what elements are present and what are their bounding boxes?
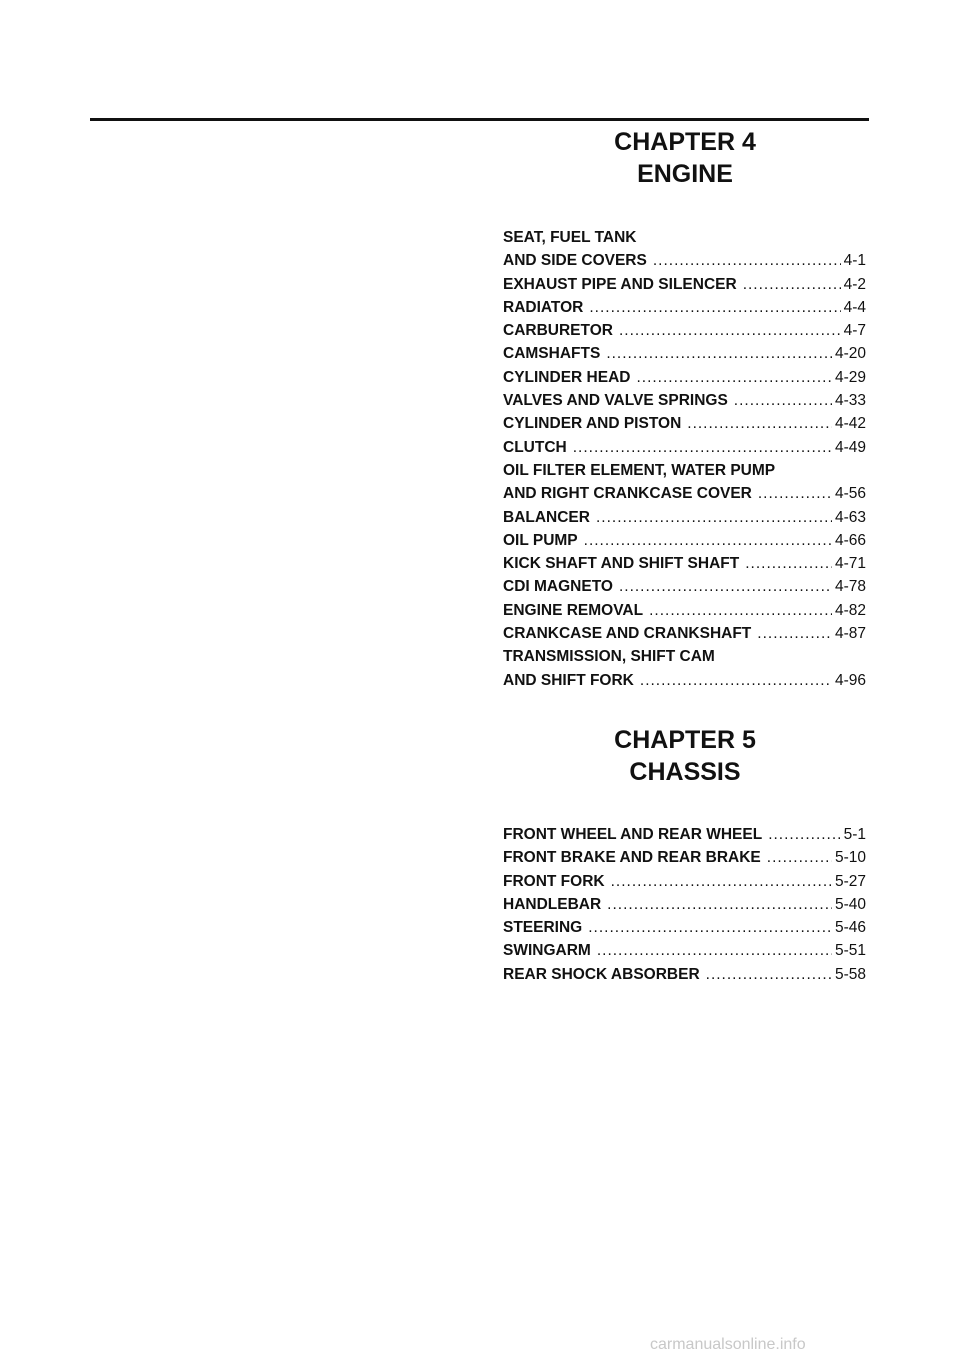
toc-entry-line bbox=[503, 645, 866, 668]
toc-entry-title: SWINGARM bbox=[503, 942, 591, 960]
toc-entry-title: REAR SHOCK ABSORBER bbox=[503, 965, 700, 983]
toc-entry[interactable] bbox=[503, 226, 866, 273]
toc-page-number: 4-42 bbox=[834, 415, 866, 433]
toc-entry[interactable] bbox=[503, 552, 866, 575]
toc-entry-title: FRONT BRAKE AND REAR BRAKE bbox=[503, 849, 761, 867]
toc-page-number: 5-10 bbox=[834, 849, 866, 867]
toc-entry-title: CAMSHAFTS bbox=[503, 345, 601, 363]
toc-entry-title: HANDLEBAR bbox=[503, 895, 602, 913]
toc-entry-title: ENGINE REMOVAL bbox=[503, 601, 644, 619]
toc-entry-line bbox=[503, 963, 866, 986]
toc-entry-line bbox=[503, 319, 866, 342]
toc-entry-title: OIL PUMP bbox=[503, 531, 578, 549]
chapter-number: CHAPTER 4 bbox=[614, 128, 756, 156]
chapter-5-heading bbox=[505, 724, 865, 788]
toc-entry-title: CDI MAGNETO bbox=[503, 578, 613, 596]
toc-entry-title: AND SIDE COVERS bbox=[503, 252, 647, 270]
toc-page-number: 4-66 bbox=[834, 531, 866, 549]
toc-entry-line bbox=[503, 622, 866, 645]
toc-entry[interactable] bbox=[503, 963, 866, 986]
toc-page-number: 4-78 bbox=[834, 578, 866, 596]
toc-entry-line bbox=[503, 939, 866, 962]
toc-page-number: 4-29 bbox=[834, 368, 866, 386]
dot-leader bbox=[573, 436, 832, 459]
dot-leader bbox=[619, 575, 832, 598]
toc-entry-line bbox=[503, 366, 866, 389]
toc-entry-line bbox=[503, 575, 866, 598]
toc-page-number: 4-33 bbox=[834, 392, 866, 410]
toc-entry-line bbox=[503, 893, 866, 916]
dot-leader bbox=[640, 669, 832, 692]
toc-entry[interactable] bbox=[503, 273, 866, 296]
toc-entry[interactable] bbox=[503, 823, 866, 846]
dot-leader bbox=[589, 296, 840, 319]
toc-page-number: 4-96 bbox=[834, 671, 866, 689]
dot-leader bbox=[653, 249, 841, 272]
toc-entry-line bbox=[503, 342, 866, 365]
toc-entry-line bbox=[503, 823, 866, 846]
toc-entry-line bbox=[503, 599, 866, 622]
dot-leader bbox=[687, 412, 832, 435]
dot-leader bbox=[743, 273, 841, 296]
toc-entry-title: BALANCER bbox=[503, 508, 590, 526]
toc-entry[interactable] bbox=[503, 459, 866, 506]
toc-entry-title: AND RIGHT CRANKCASE COVER bbox=[503, 485, 752, 503]
toc-entry[interactable] bbox=[503, 412, 866, 435]
toc-entry[interactable] bbox=[503, 870, 866, 893]
toc-page-number: 4-87 bbox=[834, 625, 866, 643]
dot-leader bbox=[588, 916, 832, 939]
toc-entry[interactable] bbox=[503, 622, 866, 645]
top-rule bbox=[90, 118, 869, 121]
toc-entry-line bbox=[503, 249, 866, 272]
toc-entry-title: OIL FILTER ELEMENT, WATER PUMP bbox=[503, 461, 776, 479]
toc-entry[interactable] bbox=[503, 436, 866, 459]
toc-entry[interactable] bbox=[503, 319, 866, 342]
toc-entry-line bbox=[503, 459, 866, 482]
toc-entry[interactable] bbox=[503, 599, 866, 622]
toc-entry-title: FRONT FORK bbox=[503, 872, 605, 890]
chapter-title: ENGINE bbox=[637, 160, 733, 188]
toc-entry-title: RADIATOR bbox=[503, 298, 584, 316]
toc-page-number: 4-20 bbox=[834, 345, 866, 363]
toc-entry-line bbox=[503, 870, 866, 893]
dot-leader bbox=[757, 622, 832, 645]
dot-leader bbox=[606, 342, 832, 365]
dot-leader bbox=[596, 506, 832, 529]
toc-entry[interactable] bbox=[503, 529, 866, 552]
toc-page-number: 4-1 bbox=[843, 252, 866, 270]
toc-entry-line bbox=[503, 412, 866, 435]
toc-entry[interactable] bbox=[503, 645, 866, 692]
toc-entry[interactable] bbox=[503, 389, 866, 412]
dot-leader bbox=[734, 389, 832, 412]
toc-entry[interactable] bbox=[503, 342, 866, 365]
toc-page-number: 4-56 bbox=[834, 485, 866, 503]
toc-entry-line bbox=[503, 389, 866, 412]
toc-entry-title: CYLINDER HEAD bbox=[503, 368, 631, 386]
toc-entry-title: CRANKCASE AND CRANKSHAFT bbox=[503, 625, 752, 643]
toc-page-number: 4-4 bbox=[843, 298, 866, 316]
toc-entry-line bbox=[503, 226, 866, 249]
toc-entry[interactable] bbox=[503, 916, 866, 939]
chapter-5-contents bbox=[503, 823, 866, 986]
dot-leader bbox=[767, 846, 832, 869]
toc-entry[interactable] bbox=[503, 575, 866, 598]
toc-entry-line bbox=[503, 846, 866, 869]
dot-leader bbox=[597, 939, 832, 962]
toc-entry[interactable] bbox=[503, 846, 866, 869]
toc-entry[interactable] bbox=[503, 893, 866, 916]
dot-leader bbox=[758, 482, 832, 505]
toc-entry-title: TRANSMISSION, SHIFT CAM bbox=[503, 648, 715, 666]
chapter-title: CHASSIS bbox=[629, 758, 741, 786]
toc-page-number: 5-46 bbox=[834, 919, 866, 937]
dot-leader bbox=[619, 319, 841, 342]
dot-leader bbox=[584, 529, 832, 552]
toc-entry-title: KICK SHAFT AND SHIFT SHAFT bbox=[503, 555, 740, 573]
toc-entry-title: SEAT, FUEL TANK bbox=[503, 229, 637, 246]
toc-page-number: 5-27 bbox=[834, 872, 866, 890]
toc-entry-title: EXHAUST PIPE AND SILENCER bbox=[503, 275, 737, 293]
dot-leader bbox=[607, 893, 832, 916]
toc-page-number: 5-51 bbox=[834, 942, 866, 960]
footer-watermark: carmanualsonline.info bbox=[650, 1336, 806, 1353]
toc-entry-title: CYLINDER AND PISTON bbox=[503, 415, 682, 433]
toc-entry-title: VALVES AND VALVE SPRINGS bbox=[503, 392, 728, 410]
dot-leader bbox=[611, 870, 832, 893]
toc-page-number: 5-40 bbox=[834, 895, 866, 913]
chapter-number: CHAPTER 5 bbox=[614, 726, 756, 754]
toc-page-number: 5-58 bbox=[834, 965, 866, 983]
chapter-4-heading bbox=[505, 126, 865, 190]
toc-entry-line bbox=[503, 482, 866, 505]
dot-leader bbox=[706, 963, 832, 986]
toc-page-number: 5-1 bbox=[843, 826, 866, 843]
toc-entry-title: CARBURETOR bbox=[503, 322, 613, 340]
toc-entry[interactable] bbox=[503, 366, 866, 389]
toc-entry[interactable] bbox=[503, 296, 866, 319]
dot-leader bbox=[636, 366, 832, 389]
toc-page-number: 4-7 bbox=[843, 322, 866, 340]
toc-entry-line bbox=[503, 273, 866, 296]
toc-entry-title: CLUTCH bbox=[503, 438, 567, 456]
toc-page-number: 4-82 bbox=[834, 601, 866, 619]
chapter-4-contents bbox=[503, 226, 866, 692]
toc-entry-line bbox=[503, 296, 866, 319]
dot-leader bbox=[745, 552, 832, 575]
toc-entry-line bbox=[503, 552, 866, 575]
toc-entry-line bbox=[503, 916, 866, 939]
toc-page-number: 4-63 bbox=[834, 508, 866, 526]
toc-entry[interactable] bbox=[503, 506, 866, 529]
toc-entry-title: STEERING bbox=[503, 919, 583, 937]
toc-entry-title: AND SHIFT FORK bbox=[503, 671, 634, 689]
dot-leader bbox=[649, 599, 832, 622]
toc-page-number: 4-71 bbox=[834, 555, 866, 573]
toc-entry-title: FRONT WHEEL AND REAR WHEEL bbox=[503, 826, 763, 843]
dot-leader bbox=[768, 823, 840, 846]
toc-page-number: 4-2 bbox=[843, 275, 866, 293]
toc-entry-line bbox=[503, 669, 866, 692]
toc-entry-line bbox=[503, 529, 866, 552]
toc-page-number: 4-49 bbox=[834, 438, 866, 456]
toc-entry[interactable] bbox=[503, 939, 866, 962]
toc-entry-line bbox=[503, 436, 866, 459]
toc-entry-line bbox=[503, 506, 866, 529]
